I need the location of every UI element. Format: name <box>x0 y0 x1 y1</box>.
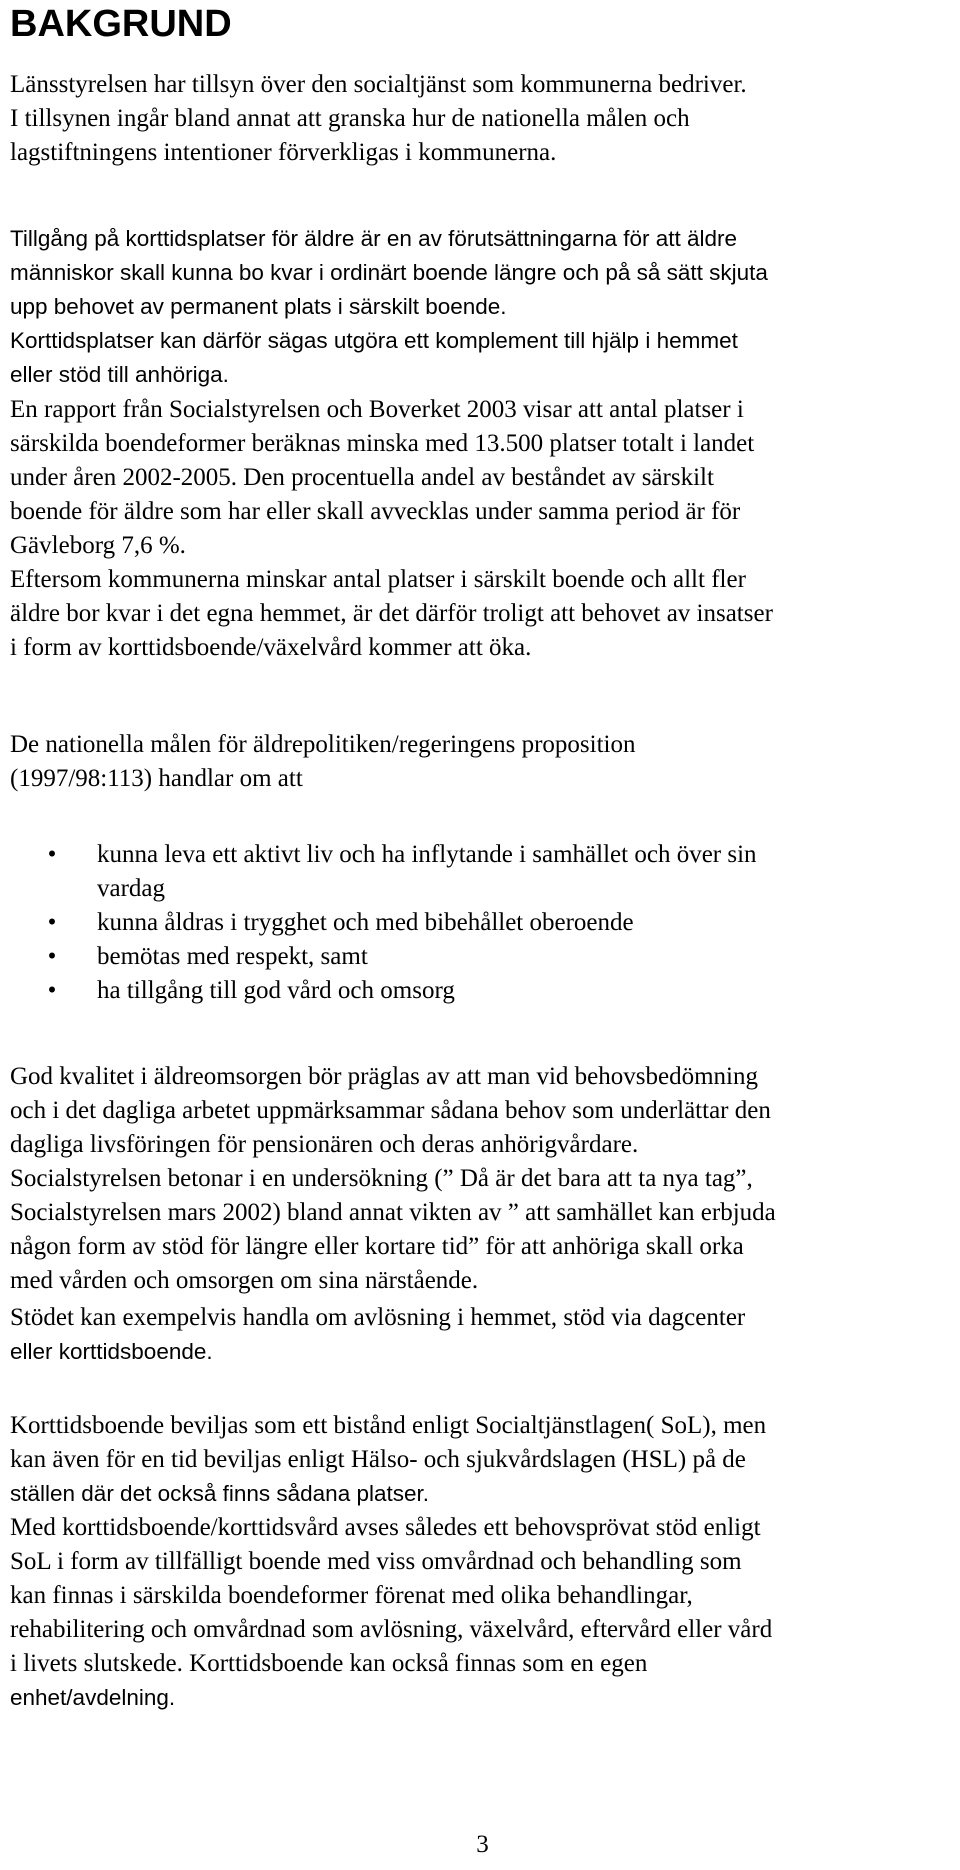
list-item <box>10 906 955 940</box>
text-line: dagliga livsföringen för pensionären och deras anhörigvårdare. <box>10 1131 639 1158</box>
text-line: God kvalitet i äldreomsorgen bör präglas av att man vid behovsbedömning <box>10 1063 758 1090</box>
intro-paragraph <box>10 68 955 170</box>
text-line: Länsstyrelsen har tillsyn över den socialtjänst som kommunerna bedriver. <box>10 71 747 98</box>
text-line: med vården och omsorgen om sina närstående. <box>10 1267 479 1294</box>
text-line: enhet/avdelning. <box>10 1685 176 1710</box>
text-line: Gävleborg 7,6 %. <box>10 532 186 559</box>
korttidsboende-paragraph <box>10 1409 955 1511</box>
korttidsvard-paragraph <box>10 1511 955 1715</box>
bullet-icon: • <box>47 909 57 936</box>
text-line: under åren 2002-2005. Den procentuella andel av beståndet av särskilt <box>10 464 714 491</box>
text-line: Socialstyrelsen mars 2002) bland annat vikten av ” att samhället kan erbjuda <box>10 1199 776 1226</box>
text-line: En rapport från Socialstyrelsen och Boverket 2003 visar att antal platser i <box>10 396 744 423</box>
bullet-icon: • <box>47 977 57 1004</box>
text-line: människor skall kunna bo kvar i ordinärt boende längre och på så sätt skjuta <box>10 260 768 285</box>
text-line: rehabilitering och omvårdnad som avlösning, växelvård, eftervård eller vård <box>10 1616 773 1643</box>
goals-intro-paragraph <box>10 728 955 796</box>
text-line: i form av korttidsboende/växelvård kommer att öka. <box>10 634 532 661</box>
text-line: Stödet kan exempelvis handla om avlösning i hemmet, stöd via dagcenter <box>10 1304 746 1331</box>
text-line: SoL i form av tillfälligt boende med viss omvårdnad och behandling som <box>10 1548 742 1575</box>
text-line: ställen där det också finns sådana platser. <box>10 1481 430 1506</box>
section-heading: BAKGRUND <box>10 3 232 45</box>
text-line: någon form av stöd för längre eller kortare tid” för att anhöriga skall orka <box>10 1233 744 1260</box>
text-line: äldre bor kvar i det egna hemmet, är det därför troligt att behovet av insatser <box>10 600 773 627</box>
text-line: ha tillgång till god vård och omsorg <box>97 977 455 1004</box>
text-line: eller korttidsboende. <box>10 1339 213 1364</box>
support-paragraph <box>10 1301 955 1369</box>
text-line: vardag <box>97 875 166 902</box>
quality-paragraph <box>10 1060 955 1298</box>
bullet-icon: • <box>47 841 57 868</box>
list-item <box>10 940 955 974</box>
korttidsplatser-paragraph <box>10 222 955 392</box>
list-item <box>10 838 955 906</box>
list-item <box>10 974 955 1008</box>
text-line: kunna leva ett aktivt liv och ha inflytande i samhället och över sin <box>97 841 757 868</box>
page-number: 3 <box>476 1831 489 1858</box>
text-line: Tillgång på korttidsplatser för äldre är en av förutsättningarna för att äldre <box>10 226 738 251</box>
text-line: kan finnas i särskilda boendeformer förenat med olika behandlingar, <box>10 1582 693 1609</box>
text-line: Korttidsplatser kan därför sägas utgöra ett komplement till hjälp i hemmet <box>10 328 738 353</box>
text-line: kunna åldras i trygghet och med bibehållet oberoende <box>97 909 634 936</box>
text-line: Socialstyrelsen betonar i en undersökning (” Då är det bara att ta nya tag”, <box>10 1165 753 1192</box>
text-line: Korttidsboende beviljas som ett bistånd enligt Socialtjänstlagen( SoL), men <box>10 1412 767 1439</box>
text-line: i livets slutskede. Korttidsboende kan också finnas som en egen <box>10 1650 648 1677</box>
rapport-paragraph <box>10 393 955 665</box>
text-line: (1997/98:113) handlar om att <box>10 765 303 792</box>
text-line: De nationella målen för äldrepolitiken/regeringens proposition <box>10 731 636 758</box>
text-line: kan även för en tid beviljas enligt Hälso- och sjukvårdslagen (HSL) på de <box>10 1446 746 1473</box>
bullet-icon: • <box>47 943 57 970</box>
text-line: Med korttidsboende/korttidsvård avses således ett behovsprövat stöd enligt <box>10 1514 761 1541</box>
text-line: boende för äldre som har eller skall avvecklas under samma period är för <box>10 498 741 525</box>
text-line: I tillsynen ingår bland annat att granska hur de nationella målen och <box>10 105 690 132</box>
text-line: och i det dagliga arbetet uppmärksammar sådana behov som underlättar den <box>10 1097 771 1124</box>
text-line: bemötas med respekt, samt <box>97 943 368 970</box>
text-line: lagstiftningens intentioner förverkligas i kommunerna. <box>10 139 557 166</box>
goals-list <box>10 838 955 1008</box>
text-line: Eftersom kommunerna minskar antal platser i särskilt boende och allt fler <box>10 566 746 593</box>
text-line: eller stöd till anhöriga. <box>10 362 229 387</box>
text-line: upp behovet av permanent plats i särskilt boende. <box>10 294 507 319</box>
text-line: särskilda boendeformer beräknas minska med 13.500 platser totalt i landet <box>10 430 755 457</box>
